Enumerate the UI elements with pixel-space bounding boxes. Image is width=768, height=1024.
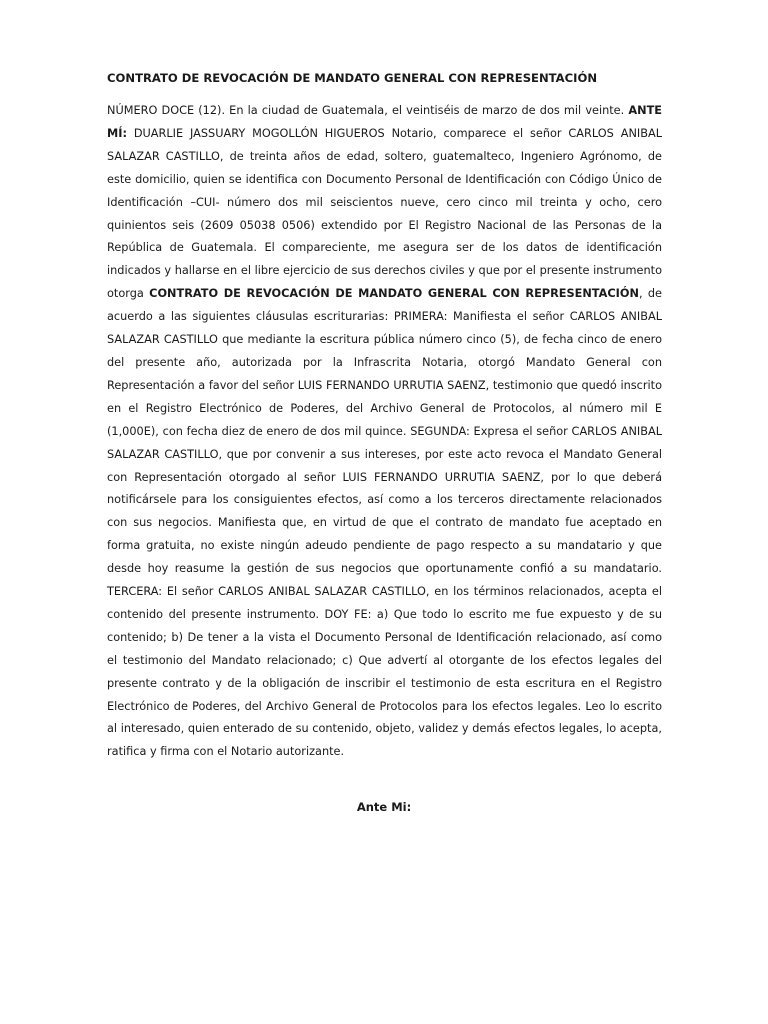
ante-mi-label: ANTE MÍ: — [107, 104, 663, 140]
document-title: CONTRATO DE REVOCACIÓN DE MANDATO GENERAL CON REPRESENTACIÓN — [107, 71, 598, 85]
contract-name: CONTRATO DE REVOCACIÓN DE MANDATO GENERAL CON REPRESENTACIÓN — [149, 287, 639, 301]
body-part-2: , de acuerdo a las siguientes cláusulas escriturarias: PRIMERA: Manifiesta el señor CARLOS ANIBAL SALAZAR CASTILLO que mediante la escritura pública número cinco (5), de fecha cinco de enero del presente año, autorizada por la Infrascrita Notaria, otorgó Mandato General con Representación a favor del señor LUIS FERNANDO URRUTIA SAENZ, testimonio que quedó inscrito en el Registro Electrónico de Poderes, del Archivo General de Protocolos, al número mil E (1,000E), con fecha diez de enero de dos mil quince. SEGUNDA: Expresa el señor CARLOS ANIBAL SALAZAR CASTILLO, que por convenir a sus intereses, por este acto revoca el Mandato General con Representación otorgado al señor LUIS FERNANDO URRUTIA SAENZ, por lo que deberá notificársele para los consiguientes efectos, así como a los terceros directamente relacionados con sus negocios. Manifiesta que, en virtud de que el contrato de mandato fue aceptado en forma gratuita, no existe ningún adeudo pendiente de pago respecto a su mandatario y que desde hoy reasume la gestión de sus negocios que oportunamente confió a su mandatario. TERCERA: El señor CARLOS ANIBAL SALAZAR CASTILLO, en los términos relacionados, acepta el contenido del presente instrumento. DOY FE: a) Que todo lo escrito me fue expuesto y de su contenido; b) De tener a la vista el Documento Personal de Identificación relacionado, así como el testimonio del Mandato relacionado; c) Que advertí al otorgante de los efectos legales del presente contrato y de la obligación de inscribir el testimonio de esta escritura en el Registro Electrónico de Poderes, del Archivo General de Protocolos para los efectos legales. Leo lo escrito al interesado, quien enterado de su contenido, objeto, validez y demás efectos legales, lo acepta, ratifica y firma con el Notario autorizante. — [107, 287, 662, 759]
signature-line: Ante Mi: — [356, 800, 412, 814]
body-part-1: DUARLIE JASSUARY MOGOLLÓN HIGUEROS Notario, comparece el señor CARLOS ANIBAL SALAZAR CASTILLO, de treinta años de edad, soltero, guatemalteco, Ingeniero Agrónomo, de este domicilio, quien se identifica con Documento Personal de Identificación con Código Único de Identificación –CUI- número dos mil seiscientos nueve, cero cinco mil treinta y ocho, cero quinientos seis (2609 05038 0506) extendido por El Registro Nacional de las Personas de la República de Guatemala. El compareciente, me asegura ser de los datos de identificación indicados y hallarse en el libre ejercicio de sus derechos civiles y que por el presente instrumento otorga — [107, 126, 662, 301]
document-body — [107, 100, 662, 764]
body-intro: NÚMERO DOCE (12). En la ciudad de Guatemala, el veintiséis de marzo de dos mil veinte. — [107, 104, 625, 117]
